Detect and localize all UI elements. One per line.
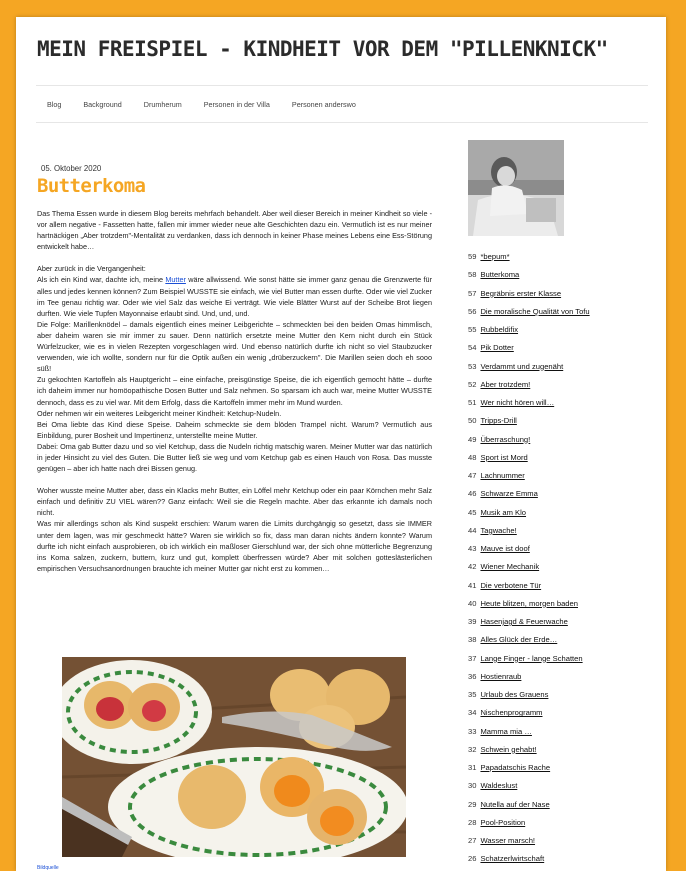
paragraph-text: Als ich ein Kind war, dachte ich, meine	[37, 275, 166, 285]
post-number: 37	[468, 653, 477, 663]
post-number: 49	[468, 434, 477, 444]
post-number: 50	[468, 416, 477, 426]
nav-item-blog[interactable]: Blog	[47, 99, 62, 109]
archive-list-item[interactable]	[468, 777, 590, 795]
archive-list-item[interactable]	[468, 668, 590, 686]
archive-post-link[interactable]: Urlaub des Grauens	[480, 690, 549, 699]
archive-list-item[interactable]	[468, 394, 590, 412]
nav-item-drumherum[interactable]: Drumherum	[143, 99, 182, 109]
archive-post-link[interactable]: Verdammt und zugenäht	[480, 361, 564, 371]
post-title[interactable]: Butterkoma	[37, 175, 146, 197]
archive-post-link[interactable]: Tripps-Drill	[480, 416, 517, 426]
archive-post-link[interactable]: Mamma mia …	[480, 726, 532, 736]
archive-post-link[interactable]: Die moralische Qualität von Tofu	[480, 306, 590, 316]
marillenknoedel-photo	[62, 657, 406, 857]
archive-post-link[interactable]: Die verbotene Tür	[480, 580, 542, 590]
archive-post-link[interactable]: Schatzerlwirtschaft	[480, 854, 545, 864]
post-number: 28	[468, 817, 477, 827]
archive-post-link[interactable]: Überraschung!	[480, 434, 531, 444]
post-paragraph: Was mir allerdings schon als Kind suspekt erschien: Warum waren die Limits durchgängig so gesetzt, dass sie IMMER unter dem lagen, was mir geschmeckt hätte? Waren sie wirklich so fix, dass man daran nichts ändern konnte? Warum durfte ich nicht einfach ausprobieren, ob ich wirklich ein maßloser Gierschlund war, der sich ohne mütterliche Begrenzung ins Koma salzen, zuckern, buttern, kurz und gut, komplett überfressen würde? Aber mit solchen gotteslästerlichen empirischen Versuchsanordnungen brauchte ich meiner Mutter gar nicht erst zu kommen…	[37, 519, 432, 573]
author-photo	[468, 140, 564, 236]
archive-list-item[interactable]	[468, 577, 590, 595]
archive-post-link[interactable]: Schwein gehabt!	[480, 744, 537, 754]
post-number: 47	[468, 471, 477, 480]
archive-list-item[interactable]	[468, 485, 590, 503]
post-number: 34	[468, 708, 477, 718]
post-number: 55	[468, 325, 477, 334]
post-number: 36	[468, 671, 477, 681]
page-container	[16, 17, 666, 871]
archive-post-link[interactable]: Pool-Position	[480, 817, 526, 827]
post-paragraph: Aber zurück in die Vergangenheit:	[37, 264, 146, 274]
post-number: 43	[468, 544, 477, 553]
paragraph-text: wäre allwissend. Wie sonst hätte sie immer ganz genau die Grenzwerte für alles und jedes kennen können? Zum Beispiel WUSSTE sie einfach, wie viel Butter man essen durfte. Oder wie viel Zucker im Tee genau richtig war. Oder wie viel Salz das weiche Ei verträgt. Wie viele Blätter Wurst auf der Scheibe Brot liegen durften. Wie viele Tupfen Mayonnaise erlaubt sind. Und, und, und.	[37, 275, 433, 318]
archive-list-item[interactable]	[468, 814, 590, 832]
archive-post-link[interactable]: Lange Finger - lange Schatten	[480, 653, 583, 663]
image-credit-link[interactable]: Bildquelle	[37, 865, 59, 871]
archive-list-item[interactable]	[468, 248, 590, 266]
archive-post-link[interactable]: Musik am Klo	[480, 507, 527, 517]
post-number: 45	[468, 507, 477, 517]
archive-list-item[interactable]	[468, 266, 590, 284]
site-title[interactable]: MEIN FREISPIEL - KINDHEIT VOR DEM "PILLENKNICK"	[37, 37, 608, 61]
post-paragraph: Die Folge: Marillenknödel – damals eigentlich eines meiner Leibgerichte – schmeckten bei den beiden Omas himmlisch, aber daheim waren sie mir immer zu sauer. Denn natürlich ersetzte meine Mutter den Kern nicht durch ein Stück Würfelzucker, wie es in vielen Rezepten vorgeschlagen wird. Und ebenso natürlich durfte ich nicht so viel Staubzucker verwenden, wie ich wollte, sondern nur für die Optik außen ein wenig „drüberzuckern". Die Marillen seien doch eh sooo süß!	[37, 319, 432, 374]
post-date: 05. Oktober 2020	[41, 164, 102, 173]
post-paragraph: Zu gekochten Kartoffeln als Hauptgericht – eine einfache, preisgünstige Speise, die ich eigentlich gemocht hätte – durfte ich daheim immer nur homöopathische Dosen Butter und Salz nehmen. So sparsam ich auch war, meine Mutter WUSSTE dennoch, dass es zu viel war. Mit dem Erfolg, dass die Kartoffeln immer mehr im Mund wurden.	[37, 375, 432, 407]
post-number: 58	[468, 270, 477, 280]
post-number: 54	[468, 343, 477, 353]
post-number: 57	[468, 288, 477, 298]
archive-list-item[interactable]	[468, 467, 590, 485]
post-number: 42	[468, 562, 477, 572]
archive-post-link[interactable]: Alles Glück der Erde…	[480, 635, 558, 645]
archive-list-item[interactable]	[468, 504, 590, 522]
archive-list-item[interactable]	[468, 558, 590, 576]
archive-list-item[interactable]	[468, 832, 590, 850]
archive-post-link[interactable]: Aber trotzdem!	[480, 379, 531, 389]
post-paragraph: Dabei: Oma gab Butter dazu und so viel Ketchup, dass die Nudeln richtig matschig waren. Meiner Mutter war das natürlich in jeder Hinsicht zu viel des Guten. Die Butter ließ sie weg und vom Ketchup gab es einen Hauch von Rosa. Das musste genügen – aber ich hatte nach drei Bissen genug.	[37, 441, 432, 474]
post-number: 52	[468, 379, 477, 389]
archive-list-item[interactable]	[468, 358, 590, 376]
archive-list-item[interactable]	[468, 723, 590, 741]
archive-list-item[interactable]	[468, 850, 590, 868]
archive-list-item[interactable]	[468, 449, 590, 467]
archive-post-link[interactable]: *bepum*	[480, 252, 510, 261]
archive-list-item[interactable]	[468, 741, 590, 759]
nav-item-personen-villa[interactable]: Personen in der Villa	[203, 99, 270, 109]
post-number: 46	[468, 489, 477, 499]
post-number: 41	[468, 580, 477, 590]
archive-post-link[interactable]: Wer nicht hören will…	[480, 398, 555, 407]
archive-list-item[interactable]	[468, 650, 590, 668]
archive-post-link[interactable]: Wiener Mechanik	[480, 562, 540, 572]
archive-list-item[interactable]	[468, 522, 590, 540]
archive-list-item[interactable]	[468, 431, 590, 449]
post-paragraph: Bei Oma liebte das Kind diese Speise. Daheim schmeckte sie dem blöden Trampel nicht. Warum? Vermutlich aus Einbildung, purer Bosheit und Impertinenz, unterstellte meine Mutter.	[37, 419, 432, 440]
archive-list	[468, 248, 590, 869]
archive-post-link[interactable]: Hasenjagd & Feuerwache	[480, 617, 568, 626]
archive-list-item[interactable]	[468, 339, 590, 357]
archive-list-item[interactable]	[468, 595, 590, 613]
post-number: 38	[468, 635, 477, 645]
post-number: 26	[468, 854, 477, 864]
archive-list-item[interactable]	[468, 303, 590, 321]
archive-post-link[interactable]: Schwarze Emma	[480, 489, 538, 499]
post-number: 31	[468, 763, 477, 772]
archive-list-item[interactable]	[468, 686, 590, 704]
post-number: 44	[468, 525, 477, 535]
nav-item-personen-anderswo[interactable]: Personen anderswo	[291, 99, 356, 109]
archive-post-link[interactable]: Begräbnis erster Klasse	[480, 288, 562, 298]
archive-post-link[interactable]: Butterkoma	[480, 270, 520, 280]
archive-post-link[interactable]: Tagwache!	[480, 525, 517, 535]
post-number: 59	[468, 252, 477, 261]
archive-list-item[interactable]	[468, 321, 590, 339]
post-number: 30	[468, 781, 477, 791]
archive-list-item[interactable]	[468, 759, 590, 777]
archive-post-link[interactable]: Waldeslust	[480, 781, 518, 791]
archive-list-item[interactable]	[468, 412, 590, 430]
post-number: 32	[468, 744, 477, 754]
post-paragraph: Oder nehmen wir ein weiteres Leibgericht meiner Kindheit: Ketchup-Nudeln.	[37, 408, 282, 418]
archive-post-link[interactable]: Rubbeldifix	[480, 325, 519, 334]
post-number: 29	[468, 799, 477, 809]
archive-post-link[interactable]: Nutella auf der Nase	[480, 799, 550, 809]
post-number: 48	[468, 452, 477, 462]
archive-post-link[interactable]: Wasser marsch!	[480, 836, 536, 845]
mutter-link[interactable]: Mutter	[165, 275, 186, 285]
post-body	[37, 208, 432, 574]
archive-post-link[interactable]: Hostienraub	[480, 671, 522, 681]
nav-item-background[interactable]: Background	[83, 99, 122, 109]
post-number: 53	[468, 361, 477, 371]
archive-post-link[interactable]: Nischenprogramm	[480, 708, 543, 718]
archive-post-link[interactable]: Sport ist Mord	[480, 452, 528, 462]
post-paragraph	[37, 274, 432, 318]
post-number: 27	[468, 836, 477, 845]
post-number: 51	[468, 398, 477, 407]
post-number: 33	[468, 726, 477, 736]
archive-list-item[interactable]	[468, 796, 590, 814]
archive-list-item[interactable]	[468, 376, 590, 394]
post-paragraph: Woher wusste meine Mutter aber, dass ein Klacks mehr Butter, ein Löffel mehr Ketchup oder ein paar Körnchen mehr Salz einfach und definitiv ZU VIEL wären?? Ganz einfach: Weil sie die Regeln machte. Aber das erkannte ich damals noch nicht.	[37, 486, 432, 518]
archive-post-link[interactable]: Mauve ist doof	[480, 544, 530, 553]
post-paragraph: Das Thema Essen wurde in diesem Blog bereits mehrfach behandelt. Aber weil dieser Bereich in meiner Kindheit so viele - vor allem negative - Fassetten hatte, fallen mir immer wieder neue alte Geschichten dazu ein. Vermutlich ist es nur meiner hartnäckigen „Aber trotzdem"-Mentalität zu verdanken, dass ich dennoch in keiner Phase meines Lebens eine Ess-Störung entwickelt habe…	[37, 209, 432, 252]
post-number: 40	[468, 598, 477, 608]
post-number: 56	[468, 306, 477, 316]
main-navigation	[36, 85, 648, 123]
archive-list-item[interactable]	[468, 704, 590, 722]
archive-list-item[interactable]	[468, 540, 590, 558]
archive-post-link[interactable]: Lachnummer	[480, 471, 525, 480]
archive-list-item[interactable]	[468, 631, 590, 649]
archive-post-link[interactable]: Pik Dotter	[480, 343, 514, 353]
archive-post-link[interactable]: Papadatschis Rache	[480, 763, 551, 772]
post-number: 35	[468, 690, 477, 699]
archive-post-link[interactable]: Heute blitzen, morgen baden	[480, 598, 578, 608]
post-number: 39	[468, 617, 477, 626]
archive-list-item[interactable]	[468, 613, 590, 631]
archive-list-item[interactable]	[468, 285, 590, 303]
